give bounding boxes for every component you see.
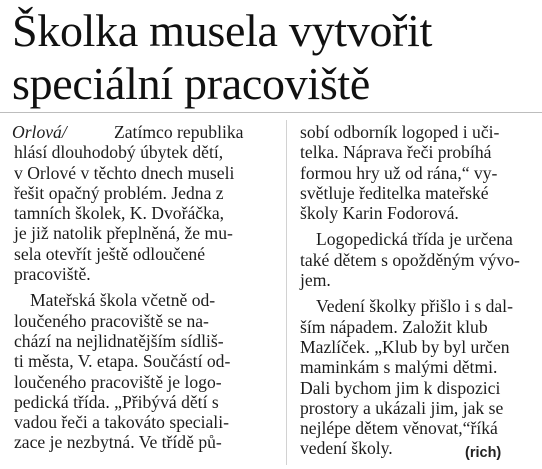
text-line: zace je nezbytná. Ve třídě pů-: [14, 432, 222, 453]
text-line: je již natolik přeplněná, že mu-: [14, 223, 233, 244]
headline-line-2: speciální pracoviště: [12, 58, 371, 109]
text-line: tamních školek, K. Dvořáčka,: [14, 203, 225, 224]
text-line: loučeného pracoviště se na-: [14, 310, 209, 331]
text-line: telka. Náprava řeči probíhá: [300, 142, 492, 163]
text-line: pracoviště.: [14, 264, 91, 285]
text-line: chází na nejlidnatějším sídliš-: [14, 330, 224, 351]
text-line: Dali bychom jim k dispozici: [300, 377, 501, 398]
text-line: Logopedická třída je určena: [316, 229, 513, 250]
text-line: jem.: [300, 270, 331, 291]
text-line: Zatímco republika: [114, 122, 244, 142]
text-line: sela otevřít ještě odloučené: [14, 243, 206, 264]
text-line: pedická třída. „Přibývá dětí s: [14, 391, 219, 412]
text-line: sobí odborník logoped i uči-: [300, 122, 500, 142]
paragraph-4: [300, 229, 532, 290]
text-line: v Orlové v těchto dnech museli: [14, 162, 235, 183]
headline: [12, 4, 432, 110]
headline-line-1: Školka musela vytvořit: [12, 5, 433, 56]
paragraph-3: [300, 122, 532, 223]
article-column-2: [300, 122, 532, 459]
text-line: také dětem s opožděným vývo-: [300, 249, 520, 270]
text-line: světluje ředitelka mateřské: [300, 182, 489, 203]
author-signature: (rich): [465, 445, 502, 461]
text-line: maminkám s malými dětmi.: [300, 357, 498, 378]
paragraph-5: [300, 296, 532, 458]
text-line: ti města, V. etapa. Součástí od-: [14, 351, 231, 372]
text-line: školy Karin Fodorová.: [300, 203, 459, 224]
paragraph-2: [14, 290, 282, 453]
text-line: ším nápadem. Založit klub: [300, 316, 488, 337]
location-dateline: Orlová/: [12, 122, 67, 142]
text-line: Vedení školky přišlo i s dal-: [316, 296, 513, 317]
location-column: [12, 122, 112, 142]
text-line: hlásí dlouhodobý úbytek dětí,: [14, 142, 224, 163]
text-line: Mateřská škola včetně od-: [30, 290, 216, 311]
text-line: řešit opačný problém. Jedna z: [14, 182, 224, 203]
column-divider: [286, 120, 287, 465]
text-line: formou hry už od rána,“ vy-: [300, 162, 498, 183]
text-line: prostory a ukázali jim, jak se: [300, 397, 504, 418]
text-line: loučeného pracoviště je logo-: [14, 371, 222, 392]
text-line: nejlépe dětem věnovat,“říká: [300, 418, 498, 439]
text-line: vadou řeči a takováto speciali-: [14, 412, 229, 433]
text-line: vedení školy.: [300, 438, 393, 459]
headline-rule: [0, 112, 542, 113]
text-line: Mazlíček. „Klub by byl určen: [300, 336, 510, 357]
